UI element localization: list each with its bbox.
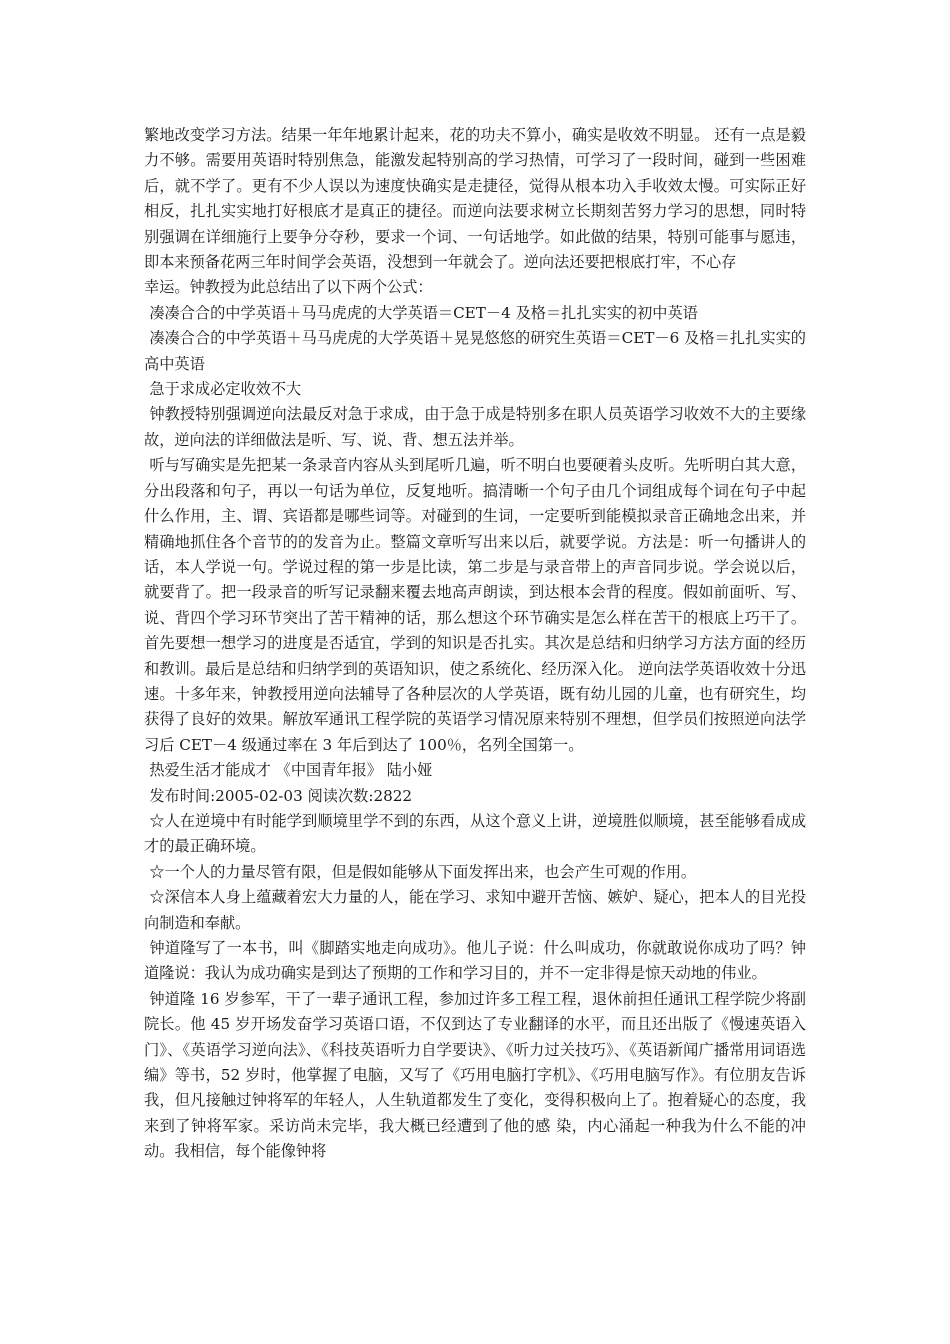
document-body xyxy=(144,123,806,1165)
section-heading-haste: 急于求成必定收效不大 xyxy=(149,380,302,399)
quote-inner-strength: ☆深信本人身上蕴藏着宏大力量的人，能在学习、求知中避开苦恼、嫉妒、疑心，把本人的目光投向制造和奉献。 xyxy=(144,888,806,932)
formula-cet4: 凑凑合合的中学英语＋马马虎虎的大学英语＝CET－4 及格＝扎扎实实的初中英语 xyxy=(149,303,698,322)
quote-individual-power: ☆一个人的力量尽管有限，但是假如能够从下面发挥出来，也会产生可观的作用。 xyxy=(149,862,697,881)
paragraph-book-success: 钟道隆写了一本书，叫《脚踏实地走向成功》。他儿子说：什么叫成功，你就敢说你成功了吗？钟道隆说：我认为成功确实是到达了预期的工作和学习目的，并不一定非得是惊天动地的伟业。 xyxy=(144,939,806,983)
article-title-byline: 热爱生活才能成才 《中国青年报》 陆小娅 xyxy=(149,761,433,780)
quote-adversity: ☆人在逆境中有时能学到顺境里学不到的东西，从这个意义上讲，逆境胜似顺境，甚至能够看成成才的最正确环境。 xyxy=(144,811,806,856)
paragraph-formulas-intro: 幸运。钟教授为此总结出了以下两个公式： xyxy=(144,278,433,297)
paragraph-five-methods: 钟教授特别强调逆向法最反对急于求成，由于急于成是特别多在职人员英语学习收效不大的主要缘故，逆向法的详细做法是听、写、说、背、想五法并举。 xyxy=(144,405,806,449)
publish-info: 发布时间:2005-02-03 阅读次数:2822 xyxy=(149,786,413,805)
paragraph-biography: 钟道隆 16 岁参军，干了一辈子通讯工程，参加过许多工程工程，退休前担任通讯工程学院少将副院长。他 45 岁开场发奋学习英语口语，不仅到达了专业翻译的水平，而且还出版了《慢速英语入门》、《英语学习逆向法》、《科技英语听力自学要诀》、《听力过关技巧》、《英语新闻广播常用词语选编》等书，52 岁时，他掌握了电脑，又写了《巧用电脑打字机》、《巧用电脑写作》。有位朋友告诉我，但凡接触过钟将军的年轻人，人生轨道都发生了变化，变得积极向上了。抱着疑心的态度，我来到了钟将军家。采访尚未完毕，我大概已经遭到了他的感 染，内心涌起一种我为什么不能的冲动。我相信，每个能像钟将 xyxy=(144,989,806,1161)
formula-cet6: 凑凑合合的中学英语＋马马虎虎的大学英语＋晃晃悠悠的研究生英语＝CET－6 及格＝扎扎实实的高中英语 xyxy=(144,329,806,373)
paragraph-study-method-continued: 繁地改变学习方法。结果一年年地累计起来，花的功夫不算小，确实是收效不明显。 还有一点是毅力不够。需要用英语时特别焦急，能激发起特别高的学习热情，可学习了一段时间，碰到一些困难后，就不学了。更有不少人误以为速度快确实是走捷径，觉得从根本功入手收效太慢。可实际正好相反，扎扎实实地打好根底才是真正的捷径。而逆向法要求树立长期刻苦努力学习的思想，同时特别强调在详细施行上要争分夺秒，要求一个词、一句话地学。如此做的结果，特别可能事与愿违，即本来预备花两三年时间学会英语，没想到一年就会了。逆向法还要把根底打牢，不心存 xyxy=(144,126,806,272)
paragraph-listen-write: 听与写确实是先把某一条录音内容从头到尾听几遍，听不明白也要硬着头皮听。先听明白其大意，分出段落和句子，再以一句话为单位，反复地听。搞清晰一个句子由几个词组成每个词在句子中起什么作用，主、谓、宾语都是哪些词等。对碰到的生词，一定要听到能模拟录音正确地念出来，并精确地抓住各个音节的的发音为止。整篇文章听写出来以后，就要学说。方法是：听一句播讲人的话，本人学说一句。学说过程的第一步是比读，第二步是与录音带上的声音同步说。学会说以后，就要背了。把一段录音的听写记录翻来覆去地高声朗读，到达根本会背的程度。假如前面听、写、说、背四个学习环节突出了苦干精神的话，那么想这个环节确实是怎么样在苦干的根底上巧干了。首先要想一想学习的进度是否适宜，学到的知识是否扎实。其次是总结和归纳学习方法方面的经历和教训。最后是总结和归纳学到的英语知识，使之系统化、经历深入化。 逆向法学英语收效十分迅速。十多年来，钟教授用逆向法辅导了各种层次的人学英语，既有幼儿园的儿童，也有研究生，均获得了良好的效果。解放军通讯工程学院的英语学习情况原来特别不理想，但学员们按照逆向法学习后 CET－4 级通过率在 3 年后到达了 100％，名列全国第一。 xyxy=(144,456,806,754)
